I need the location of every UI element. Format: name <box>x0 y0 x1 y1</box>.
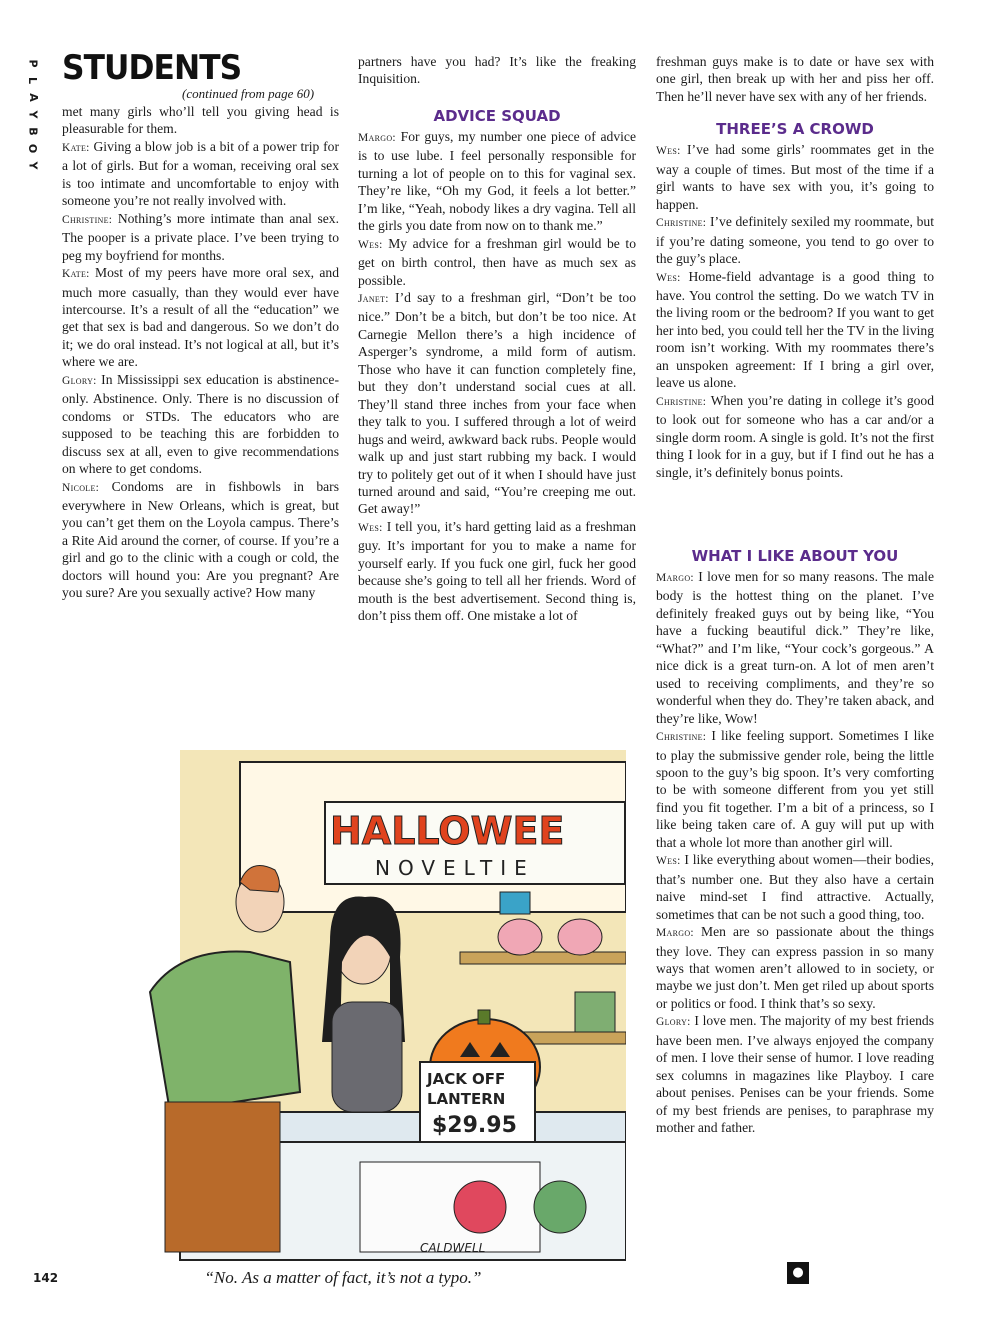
brand-letter: O <box>26 143 40 154</box>
brand-letter: L <box>26 76 40 85</box>
section-headline: STUDENTS <box>62 48 242 88</box>
speaker-label: Kate: <box>62 268 90 281</box>
paragraph-text: I love men. The majority of my best friends have been men. I’ve always enjoyed the company of men. I love their sense of humor. I love reading sex columns in magazines like Playboy. I care about penises. Penises can be your friends. Some of my best friends are penises, to paraphrase my mother and father. <box>656 1013 934 1136</box>
paragraph: freshman guys make is to date or have sex with one girl, then break up with her and piss her off. Then he’ll never have sex with any of her friends. <box>656 54 934 104</box>
speaker-label: Margo: <box>656 927 694 940</box>
paragraph <box>358 518 636 625</box>
frankenstein-mask <box>575 992 615 1032</box>
speaker-label: Wes: <box>358 238 383 251</box>
paragraph-text: Giving a blow job is a bit of a power trip for a lot of girls. But for a woman, receiving oral sex is too intimate and uncomfortable to enjoy with someone you’re not really involved with. <box>62 138 339 209</box>
paragraph <box>656 923 934 1012</box>
column-1 <box>62 103 339 602</box>
paragraph <box>62 478 339 602</box>
price-card-line: LANTERN <box>427 1090 506 1108</box>
sign-text-bottom: NOVELTIE <box>375 856 535 880</box>
paragraph <box>358 235 636 289</box>
speaker-label: Wes: <box>358 521 383 534</box>
paragraph <box>358 289 636 518</box>
paragraph-text: I’ve definitely sexiled my roommate, but if you’re dating someone, you tend to go over to the guy’s place. <box>656 214 934 267</box>
paragraph-text: Nothing’s more intimate than anal sex. The pooper is a private place. I’ve been trying to peg my boyfriend for months. <box>62 210 339 263</box>
hat-mask <box>500 892 530 914</box>
paragraph-text: Most of my peers have more oral sex, and much more casually, than they would ever have intercourse. It’s a result of all the “education” we get that sex is bad and dangerous. So we don’t do it; we do oral instead. It’s not logical at all, but it’s where we are. <box>62 265 340 370</box>
paragraph-text: Condoms are in fishbowls in bars everywhere in New Orleans, which is great, but you can’t get them on the Loyola campus. There’s a Rite Aid around the corner, of course. If you’re a girl and go to the clinic with a cough or cold, the doctors will hound you: Are you pregnant? Are you sure? Are you sexually active? How many <box>62 478 339 601</box>
paragraph-text: Men are so passionate about the things they love. They can express passion in so many ways that women aren’t allowed to in society, or maybe we just don’t. Men get riled up about sports or politics or food. I think that’s so sexy. <box>656 924 934 1011</box>
speaker-label: Nicole: <box>62 481 100 494</box>
paragraph <box>656 1012 934 1136</box>
column-2 <box>358 53 636 625</box>
brand-letter: B <box>26 127 40 136</box>
paragraph-text: I love men for so many reasons. The male body is the hottest thing on the planet. I’ve definitely freaked guys out by being like, “You have a fucking beautiful dick.” They’re like, “What?” and I’m like, “Your cock’s gorgeous.” A nice dick is a great turn-on. A lot of men aren’t used to receiving compliments, and they’re so wonderful when they do. They’re taken aback, and they’re like, Wow! <box>656 569 934 726</box>
column-3 <box>656 53 934 481</box>
goblin-mask <box>534 1181 586 1233</box>
speaker-label: Kate: <box>62 141 90 154</box>
speaker-label: Christine: <box>656 731 707 744</box>
subheading-what-i-like: WHAT I LIKE ABOUT YOU <box>691 547 899 565</box>
cartoon-illustration <box>60 742 626 1265</box>
subheading-advice-squad: ADVICE SQUAD <box>433 106 561 125</box>
speaker-label: Margo: <box>656 572 694 584</box>
speaker-label: Wes: <box>656 145 681 158</box>
brand-letter: Y <box>26 161 40 170</box>
paragraph-text: For guys, my number one piece of advice is to use lube. I feel personally responsible for turning a lot of people on to this for vaginal sex. They’re like, “Oh my God, it feels a lot better.” I’m like, “Yeah, nobody likes a dry vagina. Tell all the girls you date from now on to thank me.” <box>358 128 636 234</box>
paragraph <box>656 213 934 267</box>
paragraph <box>62 264 339 371</box>
price-card-price: $29.95 <box>432 1113 517 1138</box>
paragraph <box>358 128 636 235</box>
customer-sweater <box>150 952 300 1113</box>
speaker-label: Wes: <box>656 271 681 284</box>
speaker-label: Wes: <box>656 855 681 868</box>
speaker-label: Glory: <box>62 374 97 387</box>
cashier-body <box>332 1002 402 1112</box>
price-card-line: JACK OFF <box>427 1070 506 1088</box>
brand-letter: P <box>26 59 40 68</box>
paragraph-text: I’ve had some girls’ roommates get in the way a couple of times. But most of the time if a girl wants to have sex with you, it’s going to happen. <box>656 142 934 212</box>
paragraph-text: When you’re dating in college it’s good to look out for someone who has a car and/or a single dorm room. A single is gold. It’s not the first thing I look for in a guy, but if I find out he has a single, it’s definitely bonus points. <box>656 392 935 480</box>
cartoon-caption: “No. As a matter of fact, it’s not a typo.” <box>204 1268 482 1287</box>
pig-mask <box>558 919 602 955</box>
sign-text-top: HALLOWEE <box>330 809 565 853</box>
bunny-logo-icon: ● <box>787 1262 809 1284</box>
devil-mask <box>454 1181 506 1233</box>
continued-note: (continued from page 60) <box>182 86 315 101</box>
paragraph-text: I like feeling support. Sometimes I like to play the submissive gender role, being the little spoon to the guy’s big spoon. It’s very comforting to be with someone different from you yet still find you fit together. I’m a bit of a princess, so I like being taken care of. A guy will put up with that a whole lot more than another girl will. <box>656 728 934 850</box>
speaker-label: Janet: <box>358 292 389 305</box>
paragraph-text: Home-field advantage is a good thing to have. You control the setting. Do we watch TV in the living room or the bedroom? If you want to get her into bed, you could tell her the TV in the living room isn’t working. With my roommates there’s an unspoken agreement: If I bring a girl over, leave us alone. <box>656 268 934 391</box>
paragraph <box>62 371 339 478</box>
paragraph <box>656 141 934 213</box>
speaker-label: Christine: <box>656 217 707 230</box>
paragraph-text: My advice for a freshman girl would be to get on birth control, then have as much sex as possible. <box>358 235 636 288</box>
paragraph-text: I’d say to a freshman girl, “Don’t be too nice.” Don’t be a bitch, but don’t be too nice. At Carnegie Mellon there’s a high incidence of Asperger’s syndrome, a mild form of autism. Those who have it can function completely fine, but they don’t understand social cues at all. They’ll stand three inches from your face when they talk to you. I suffered through a lot of weird hugs and weird, awkward back rubs. People would walk up and just start rubbing my back. I would try to politely get out of it when I should have just turned around and said, “You’re creeping me out. Get away!” <box>358 289 636 517</box>
pig-mask <box>498 919 542 955</box>
sidebar-brand-vertical <box>26 55 40 174</box>
paragraph-text: I like everything about women—their bodies, that’s number one. But they also have a certain naive mind-set I find attractive. Actually, sometimes that can be not such a good thing, too. <box>656 852 934 922</box>
customer-pants <box>165 1102 280 1252</box>
paragraph: partners have you had? It’s like the freaking Inquisition. <box>358 54 636 87</box>
paragraph-text: met many girls who’ll tell you giving head is pleasurable for them. <box>62 104 339 137</box>
speaker-label: Glory: <box>656 1016 691 1029</box>
artist-signature: CALDWELL <box>420 1241 486 1255</box>
paragraph <box>656 727 934 851</box>
paragraph <box>62 138 339 210</box>
paragraph <box>656 568 934 727</box>
paragraph <box>656 392 934 481</box>
subheading-threes-a-crowd: THREE’S A CROWD <box>716 120 874 139</box>
paragraph <box>656 268 934 392</box>
paragraph-text: In Mississippi sex education is abstinence-only. Abstinence. Only. There is no discussion of condoms or STDs. The educators who are supposed to be teaching this are forbidden to discuss sex at all, even to give recommendations on where to get condoms. <box>62 371 339 477</box>
page-number: 142 <box>33 1271 59 1285</box>
speaker-label: Christine: <box>656 395 707 408</box>
brand-letter: A <box>26 93 40 102</box>
paragraph <box>62 103 339 138</box>
paragraph-text: I tell you, it’s hard getting laid as a freshman guy. It’s important for you to make a name for yourself early. If you fuck one girl, fuck her good because she’s going to tell all her friends. Word of mouth is the best advertisement. Second thing is, don’t piss them off. One mistake a lot of <box>358 518 636 624</box>
column-3-continued <box>656 536 934 1137</box>
brand-letter: Y <box>26 110 40 119</box>
speaker-label: Margo: <box>358 131 396 144</box>
paragraph <box>62 210 339 264</box>
paragraph <box>656 851 934 923</box>
speaker-label: Christine: <box>62 213 113 226</box>
